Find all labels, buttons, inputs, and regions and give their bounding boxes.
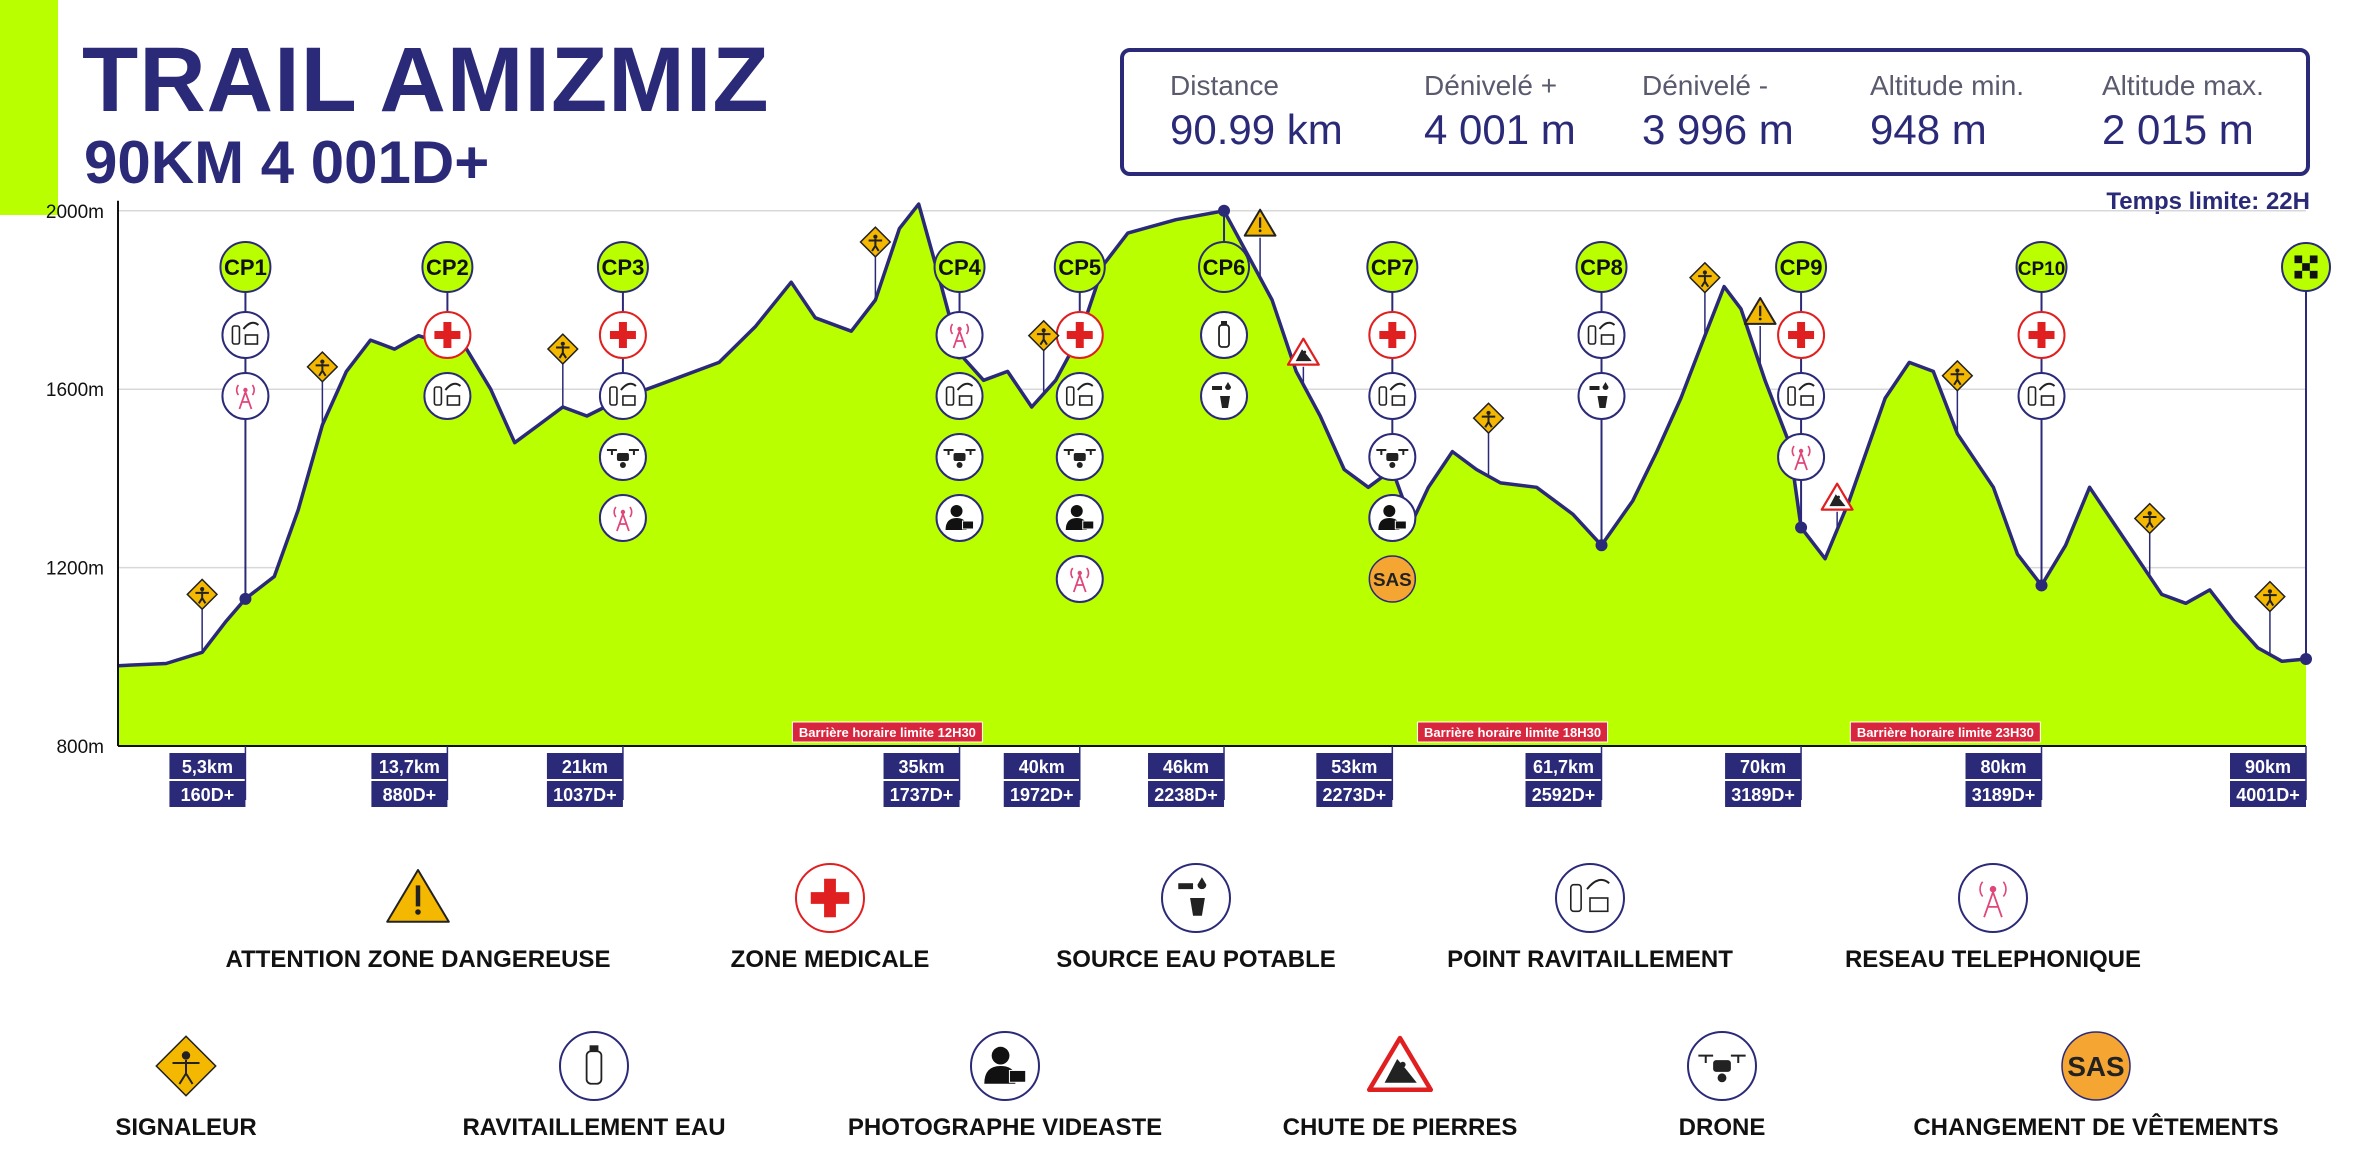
icon-circle xyxy=(971,1032,1039,1100)
drone-camera xyxy=(620,462,626,468)
dplus-label: 3189D+ xyxy=(1971,785,2036,805)
distance-label: 5,3km xyxy=(181,757,233,777)
bottle-cap xyxy=(590,1045,599,1051)
stat-label: Altitude max. xyxy=(2102,70,2264,101)
stat-label: Dénivelé - xyxy=(1642,70,1769,101)
legend-label: RESEAU TELEPHONIQUE xyxy=(1844,946,2142,973)
person-head xyxy=(2268,589,2272,593)
icon-circle xyxy=(1057,495,1103,541)
legend-label: ATTENTION ZONE DANGEREUSE xyxy=(225,946,611,973)
dplus-label: 160D+ xyxy=(180,785,235,805)
drone-icon xyxy=(1688,1032,1756,1100)
drone-body xyxy=(1074,453,1086,461)
distance-label: 46km xyxy=(1162,757,1210,777)
distance-label: 80km xyxy=(1980,757,2027,777)
checkpoint-dot xyxy=(239,593,251,605)
danger-icon xyxy=(1245,210,1276,236)
distance-label: 40km xyxy=(1018,757,1065,777)
source-icon xyxy=(1579,373,1625,419)
medical-icon xyxy=(600,312,646,358)
barrier-text: Barrière horaire limite 18H30 xyxy=(1424,725,1602,740)
distance-label: 90km xyxy=(2244,757,2292,777)
source-icon xyxy=(1162,864,1230,932)
ravitaillement-icon xyxy=(600,373,646,419)
checkpoint-badge xyxy=(1577,242,1627,292)
exclamation-bar xyxy=(1259,217,1261,228)
checkpoint-badge xyxy=(1367,242,1417,292)
y-tick-label: 1600m xyxy=(45,380,104,402)
dplus-label: 1737D+ xyxy=(889,785,954,805)
y-tick-label: 1200m xyxy=(45,558,104,580)
legend-icon-svg xyxy=(960,1021,1050,1111)
checkpoint-badge xyxy=(220,242,270,292)
medical-icon xyxy=(1778,312,1824,358)
drone-body xyxy=(954,453,966,461)
icon-circle xyxy=(1778,434,1824,480)
ravitaillement-icon xyxy=(1778,373,1824,419)
checkpoint-label: CP6 xyxy=(1202,255,1246,280)
icon-circle xyxy=(1057,556,1103,602)
drone-camera xyxy=(957,462,963,468)
flag-square xyxy=(2310,255,2318,263)
antenna-dot xyxy=(1799,449,1803,453)
camera-shape xyxy=(963,521,974,529)
drone-icon xyxy=(1369,434,1415,480)
icon-circle xyxy=(222,373,268,419)
page-title: TRAIL AMIZMIZ xyxy=(82,29,770,131)
medical-icon xyxy=(1369,312,1415,358)
distance-label: 53km xyxy=(1331,757,1378,777)
barrier-text: Barrière horaire limite 12H30 xyxy=(798,725,976,740)
exclamation-dot xyxy=(1259,229,1262,232)
person-head xyxy=(873,235,877,239)
reseau-icon xyxy=(600,495,646,541)
antenna-dot xyxy=(957,327,961,331)
legend-label: DRONE xyxy=(1678,1114,1766,1141)
signaleur-icon xyxy=(2255,582,2285,612)
checkpoint-dot xyxy=(1218,205,1230,217)
reseau-icon xyxy=(937,312,983,358)
ravitaillement-icon xyxy=(1579,312,1625,358)
signaleur-icon xyxy=(1943,361,1973,391)
checkpoint-label: CP4 xyxy=(938,255,981,280)
ravitaillement-icon xyxy=(1556,864,1624,932)
legend-label: ZONE MEDICALE xyxy=(730,946,930,973)
distance-label: 61,7km xyxy=(1532,757,1595,777)
barrier-badge xyxy=(1418,722,1608,742)
photographe-icon xyxy=(971,1032,1039,1100)
rockfall-icon xyxy=(1369,1038,1431,1090)
y-tick-label: 800m xyxy=(56,737,104,758)
ravitaillement-icon xyxy=(937,373,983,419)
dplus-label: 2592D+ xyxy=(1531,785,1596,805)
stat-label: Altitude min. xyxy=(1870,70,2025,101)
ravitaillement-icon xyxy=(1057,373,1103,419)
legend-label: CHANGEMENT DE VÊTEMENTS xyxy=(1913,1114,2279,1141)
stat-value: 3 996 m xyxy=(1642,106,1794,153)
reseau-icon xyxy=(1778,434,1824,480)
checkpoint-dot xyxy=(2300,653,2312,665)
checkpoint-label: CP10 xyxy=(2017,259,2066,280)
ravitaillement-icon xyxy=(222,312,268,358)
barrier-badge xyxy=(1850,722,2040,742)
danger-icon xyxy=(387,870,449,922)
flag-square xyxy=(2310,271,2318,279)
icon-circle xyxy=(1201,312,1247,358)
drone-camera xyxy=(1718,1073,1727,1082)
signaleur-icon xyxy=(187,579,217,609)
ravitaillement-icon xyxy=(1369,373,1415,419)
camera-shape xyxy=(1083,521,1094,529)
signaleur-icon xyxy=(156,1036,215,1095)
legend-icon-svg xyxy=(1677,1021,1767,1111)
rockfall-icon xyxy=(1288,339,1319,365)
medical-icon xyxy=(424,312,470,358)
checkpoint-badge xyxy=(2017,242,2067,292)
signaleur-icon xyxy=(548,334,578,364)
checkpoint-label: CP2 xyxy=(426,255,469,280)
person-head xyxy=(200,587,204,591)
drone-icon xyxy=(937,434,983,480)
person-head xyxy=(1071,505,1083,517)
stat-label: Distance xyxy=(1170,70,1279,101)
exclamation-bar xyxy=(416,885,420,906)
dplus-label: 2238D+ xyxy=(1154,785,1218,805)
drone-icon xyxy=(1057,434,1103,480)
reseau-icon xyxy=(222,373,268,419)
icon-circle xyxy=(600,495,646,541)
tap-shape xyxy=(1590,386,1600,390)
stat-value: 2 015 m xyxy=(2102,106,2254,153)
legend-icon-svg xyxy=(785,853,875,943)
person-head xyxy=(561,342,565,346)
signaleur-icon xyxy=(308,352,338,382)
sas-icon xyxy=(1369,556,1415,602)
checkpoint-badge xyxy=(422,242,472,292)
stat-value: 948 m xyxy=(1870,106,1987,153)
y-tick-label: 2000m xyxy=(45,201,104,223)
reseau-icon xyxy=(1959,864,2027,932)
checkpoint-dot xyxy=(2036,579,2048,591)
camera-shape xyxy=(1009,1070,1025,1082)
person-head xyxy=(1383,505,1395,517)
source-icon xyxy=(1201,373,1247,419)
legend-label: SIGNALEUR xyxy=(115,1114,257,1141)
signaleur-icon xyxy=(1474,403,1504,433)
person-head xyxy=(1042,328,1046,332)
medical-icon xyxy=(796,864,864,932)
sas-icon xyxy=(2062,1032,2130,1100)
signaleur-icon xyxy=(2135,504,2165,534)
checkpoint-label: CP9 xyxy=(1779,255,1823,280)
checkpoint-label: CP3 xyxy=(601,255,645,280)
signaleur-icon xyxy=(861,227,891,257)
stat-label: Dénivelé + xyxy=(1424,70,1558,101)
legend-icon-svg xyxy=(1948,853,2038,943)
drone-body xyxy=(1713,1060,1731,1072)
ravitaillement-icon xyxy=(2019,373,2065,419)
legend-icon-svg xyxy=(1545,853,1635,943)
barrier-text: Barrière horaire limite 23H30 xyxy=(1856,725,2034,740)
antenna-dot xyxy=(1078,571,1082,575)
antenna-dot xyxy=(1990,886,1997,893)
photographe-icon xyxy=(1057,495,1103,541)
bottle-cap xyxy=(1221,321,1227,325)
rock-dot xyxy=(1303,351,1306,354)
time-limit: Temps limite: 22H xyxy=(2106,188,2310,215)
rockfall-icon xyxy=(1822,484,1853,510)
legend-icon-svg xyxy=(373,853,463,943)
photographe-icon xyxy=(1369,495,1415,541)
antenna-dot xyxy=(621,510,625,514)
drone-camera xyxy=(1077,462,1083,468)
icon-circle xyxy=(560,1032,628,1100)
reseau-icon xyxy=(1057,556,1103,602)
distance-label: 13,7km xyxy=(378,757,440,777)
checkpoint-badge xyxy=(1055,242,1105,292)
checkpoint-label: CP5 xyxy=(1058,255,1102,280)
danger-icon xyxy=(1745,298,1776,324)
checkpoint-label: CP8 xyxy=(1580,255,1623,280)
signaleur-icon xyxy=(1690,263,1720,293)
medical-icon xyxy=(2019,312,2065,358)
legend-label: PHOTOGRAPHE VIDEASTE xyxy=(847,1114,1163,1141)
flag-square xyxy=(2302,263,2310,271)
person-head xyxy=(1955,368,1959,372)
finish-icon xyxy=(2282,243,2330,291)
dplus-label: 3189D+ xyxy=(1731,785,1795,805)
medical-icon xyxy=(1057,312,1103,358)
drone-icon xyxy=(600,434,646,480)
ravitaillement-icon xyxy=(424,373,470,419)
sas-text: SAS xyxy=(1372,568,1412,590)
stat-value: 90.99 km xyxy=(1170,106,1343,153)
checkpoint-dot xyxy=(1596,539,1608,551)
dplus-label: 1037D+ xyxy=(553,785,617,805)
legend-label: CHUTE DE PIERRES xyxy=(1282,1114,1518,1141)
checkpoint-badge xyxy=(1199,242,1249,292)
icon-circle xyxy=(937,495,983,541)
drone-body xyxy=(617,453,629,461)
icon-circle xyxy=(1369,495,1415,541)
distance-label: 21km xyxy=(561,757,608,777)
eau-icon xyxy=(1201,312,1247,358)
rock-dot xyxy=(1837,496,1840,499)
barrier-badge xyxy=(792,722,982,742)
dplus-label: 1972D+ xyxy=(1009,785,1074,805)
tap-shape xyxy=(1178,883,1193,889)
photographe-icon xyxy=(937,495,983,541)
drone-camera xyxy=(1389,462,1395,468)
page-subtitle: 90KM 4 001D+ xyxy=(84,129,490,196)
drone-body xyxy=(1386,453,1398,461)
person-head xyxy=(951,505,963,517)
icon-circle xyxy=(937,312,983,358)
person-head xyxy=(1703,270,1707,274)
legend-label: RAVITAILLEMENT EAU xyxy=(462,1114,726,1141)
exclamation-dot xyxy=(1759,318,1762,321)
person-head xyxy=(2148,511,2152,515)
dplus-label: 4001D+ xyxy=(2236,785,2300,805)
flag-square xyxy=(2294,271,2302,279)
camera-shape xyxy=(1395,521,1406,529)
legend-label: POINT RAVITAILLEMENT xyxy=(1447,946,1733,973)
distance-label: 70km xyxy=(1740,757,1787,777)
checkpoint-dot xyxy=(1795,521,1807,533)
person-head xyxy=(992,1047,1010,1065)
dplus-label: 2273D+ xyxy=(1322,785,1387,805)
legend-icon-svg xyxy=(549,1021,639,1111)
checkpoint-badge xyxy=(935,242,985,292)
tap-shape xyxy=(1212,386,1222,390)
checkpoint-label: CP7 xyxy=(1370,255,1414,280)
eau-icon xyxy=(560,1032,628,1100)
legend-label: SOURCE EAU POTABLE xyxy=(1056,946,1336,973)
person-head xyxy=(1486,411,1490,415)
exclamation-dot xyxy=(415,909,421,915)
exclamation-bar xyxy=(1759,306,1761,317)
dplus-label: 880D+ xyxy=(382,785,437,805)
antenna-dot xyxy=(243,388,247,392)
legend-icon-svg xyxy=(141,1021,231,1111)
checkpoint-badge xyxy=(598,242,648,292)
stat-value: 4 001 m xyxy=(1424,106,1576,153)
person-head xyxy=(320,360,324,364)
flag-square xyxy=(2294,255,2302,263)
legend-icon-svg xyxy=(2051,1021,2141,1111)
sas-text: SAS xyxy=(2067,1051,2125,1083)
person-head xyxy=(182,1051,190,1059)
distance-label: 35km xyxy=(898,757,945,777)
checkpoint-badge xyxy=(1776,242,1826,292)
legend-icon-svg xyxy=(1151,853,1241,943)
signaleur-icon xyxy=(1029,321,1059,351)
legend-icon-svg xyxy=(1355,1021,1445,1111)
rock-dot xyxy=(1400,1062,1406,1068)
checkpoint-label: CP1 xyxy=(224,255,267,280)
icon-circle xyxy=(1959,864,2027,932)
